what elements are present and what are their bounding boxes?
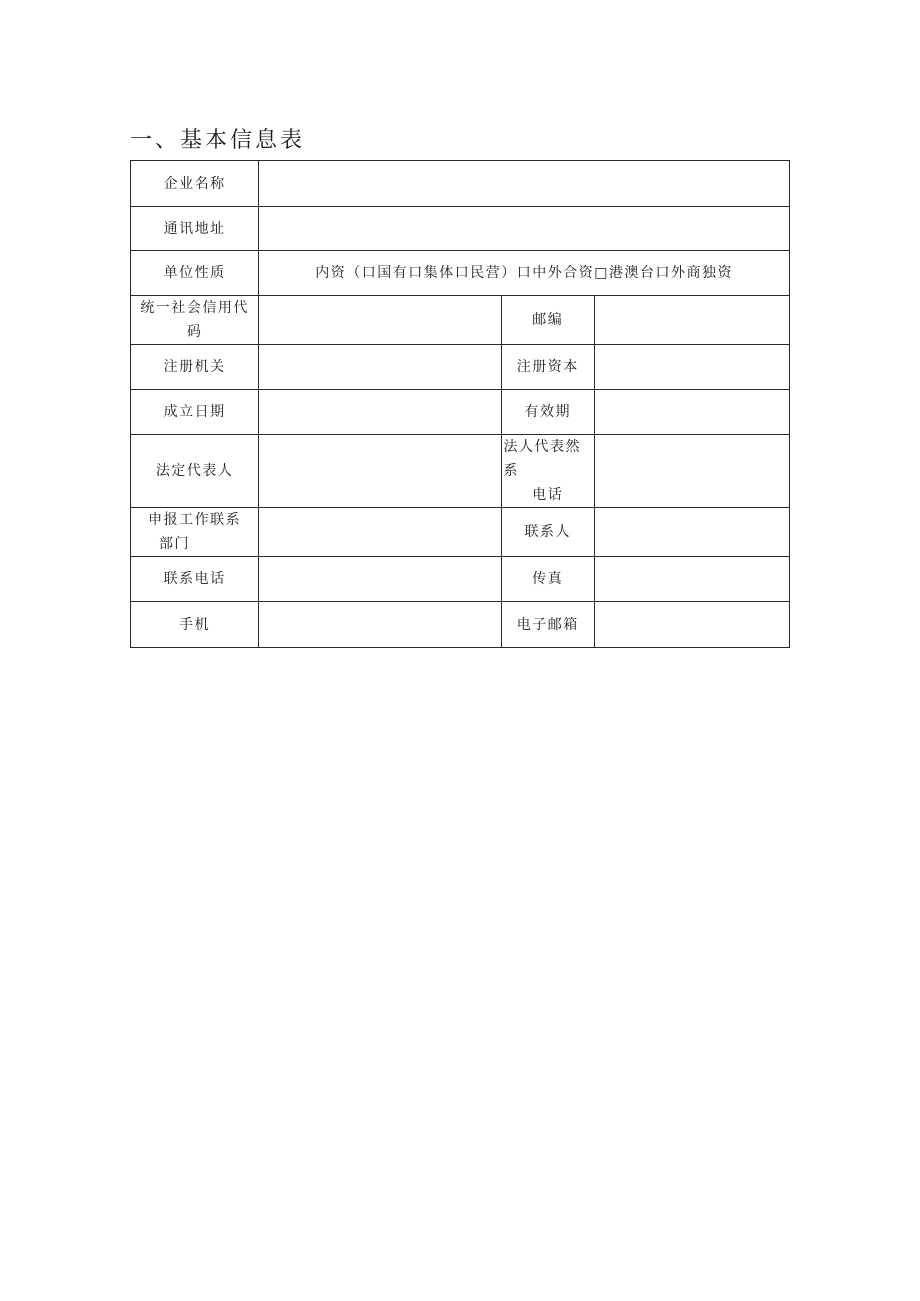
reg-capital-label: 注册资本 <box>501 345 594 390</box>
unit-nature-value[interactable]: 内资（口国有口集体口民营）口中外合资□港澳台口外商独资 <box>259 251 790 296</box>
legal-rep-label: 法定代表人 <box>131 435 259 508</box>
contact-dept-label <box>131 508 259 557</box>
row-company-name <box>131 161 790 207</box>
row-unit-nature <box>131 251 790 296</box>
section-title: 一、基本信息表 <box>130 128 306 153</box>
row-contact-phone <box>131 557 790 602</box>
row-mobile <box>131 602 790 648</box>
row-legal-rep <box>131 435 790 508</box>
legal-rep-phone-label <box>501 435 594 508</box>
reg-authority-value[interactable] <box>259 345 501 390</box>
fax-label: 传真 <box>501 557 594 602</box>
address-label: 通讯地址 <box>131 207 259 251</box>
legal-rep-phone-value[interactable] <box>594 435 789 508</box>
contact-dept-label-line2: 部门 <box>159 536 190 552</box>
founded-label: 成立日期 <box>131 390 259 435</box>
row-contact-dept <box>131 508 790 557</box>
email-value[interactable] <box>594 602 789 648</box>
legal-rep-value[interactable] <box>259 435 501 508</box>
reg-authority-label: 注册机关 <box>131 345 259 390</box>
company-name-label: 企业名称 <box>131 161 259 207</box>
validity-value[interactable] <box>594 390 789 435</box>
row-reg-authority <box>131 345 790 390</box>
contact-phone-label: 联系电话 <box>131 557 259 602</box>
contact-dept-value[interactable] <box>259 508 501 557</box>
contact-phone-value[interactable] <box>259 557 501 602</box>
postcode-value[interactable] <box>594 296 789 345</box>
row-credit-code <box>131 296 790 345</box>
fax-value[interactable] <box>594 557 789 602</box>
mobile-label: 手机 <box>131 602 259 648</box>
postcode-label: 邮编 <box>501 296 594 345</box>
contact-dept-label-line1: 申报工作联系 <box>148 512 242 528</box>
contact-person-value[interactable] <box>594 508 789 557</box>
email-label: 电子邮箱 <box>501 602 594 648</box>
unit-nature-label: 单位性质 <box>131 251 259 296</box>
credit-code-value[interactable] <box>259 296 501 345</box>
contact-person-label: 联系人 <box>501 508 594 557</box>
credit-code-label: 统一社会信用代码 <box>131 296 259 345</box>
company-name-value[interactable] <box>259 161 790 207</box>
legal-rep-phone-label-line1: 法人代表然系 <box>503 439 582 479</box>
mobile-value[interactable] <box>259 602 501 648</box>
basic-info-table <box>130 160 790 648</box>
row-address <box>131 207 790 251</box>
address-value[interactable] <box>259 207 790 251</box>
founded-value[interactable] <box>259 390 501 435</box>
validity-label: 有效期 <box>501 390 594 435</box>
row-founded <box>131 390 790 435</box>
reg-capital-value[interactable] <box>594 345 789 390</box>
legal-rep-phone-label-line2: 电话 <box>532 487 564 503</box>
